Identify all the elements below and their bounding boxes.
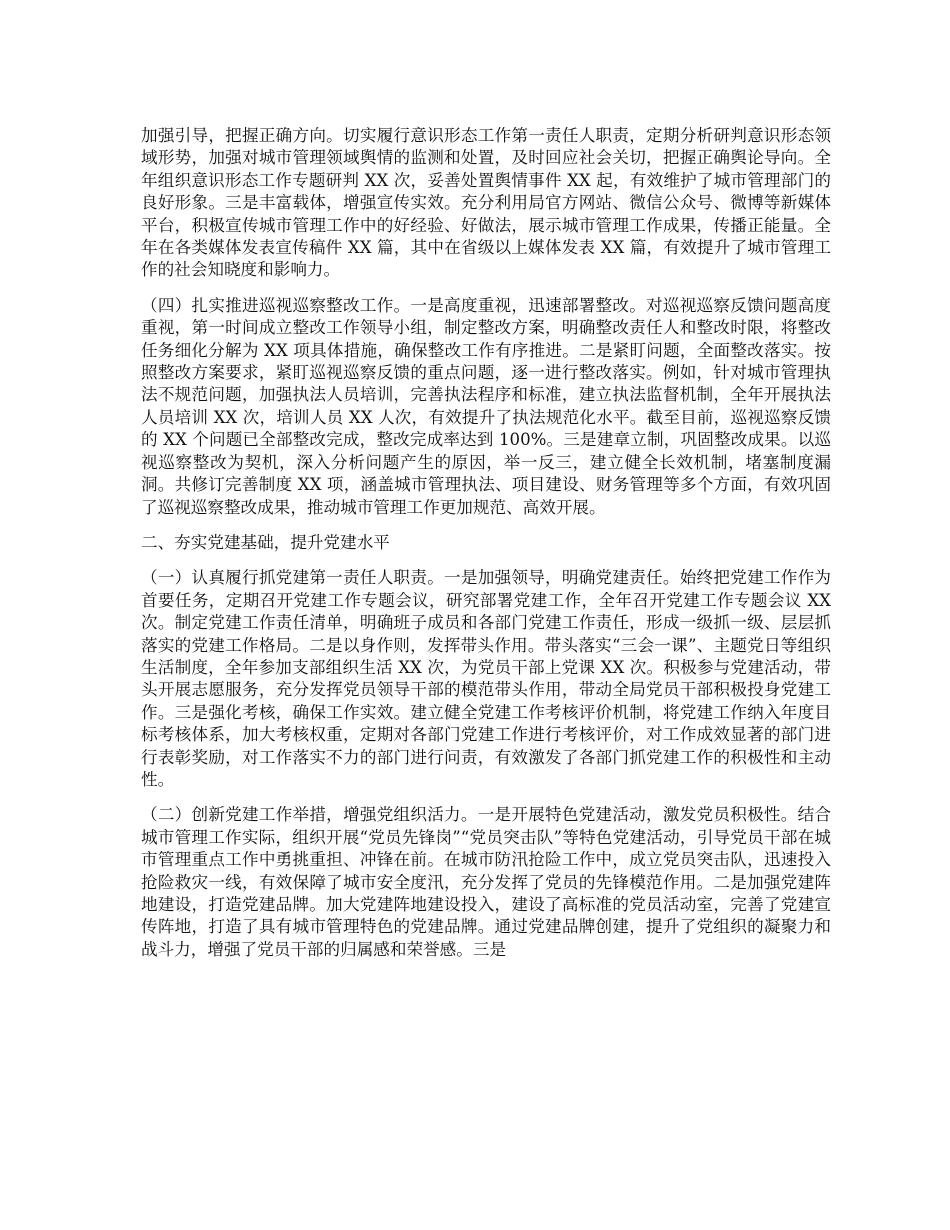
document-page — [141, 125, 831, 974]
section-heading-party-building: 二、夯实党建基础，提升党建水平 — [141, 532, 390, 552]
paragraph-inspection-rectification: （四）扎实推进巡视巡察整改工作。一是高度重视，迅速部署整改。对巡视巡察反馈问题高度重视，第一时间成立整改工作领导小组，制定整改方案，明确整改责任人和整改时限，将整改任务细化分解为 XX 项具体措施，确保整改工作有序推进。二是紧盯问题，全面整改落实。按照整改方案要求，紧盯巡视巡察反馈的重点问题，逐一进行整改落实。例如，针对城市管理执法不规范问题，加强执法人员培训，完善执法程序和标准，建立执法监督机制，全年开展执法人员培训 XX 次，培训人员 XX 人次，有效提升了执法规范化水平。截至目前，巡视巡察反馈的 XX 个问题已全部整改完成，整改完成率达到 100%。三是建章立制，巩固整改成果。以巡视巡察整改为契机，深入分析问题产生的原因，举一反三，建立健全长效机制，堵塞制度漏洞。共修订完善制度 XX 项，涵盖城市管理执法、项目建设、财务管理等多个方面，有效巩固了巡视巡察整改成果，推动城市管理工作更加规范、高效开展。 — [141, 295, 831, 517]
paragraph-party-responsibility: （一）认真履行抓党建第一责任人职责。一是加强领导，明确党建责任。始终把党建工作作为首要任务，定期召开党建工作专题会议，研究部署党建工作，全年召开党建工作专题会议 XX 次。制定党建工作责任清单，明确班子成员和各部门党建工作责任，形成一级抓一级、层层抓落实的党建工作格局。二是以身作则，发挥带头作用。带头落实“三会一课”、主题党日等组织生活制度，全年参加支部组织生活 XX 次，为党员干部上党课 XX 次。积极参与党建活动，带头开展志愿服务，充分发挥党员领导干部的模范带头作用，带动全局党员干部积极投身党建工作。三是强化考核，确保工作实效。建立健全党建工作考核评价机制，将党建工作纳入年度目标考核体系，加大考核权重，定期对各部门党建工作进行考核评价，对工作成效显著的部门进行表彰奖励，对工作落实不力的部门进行问责，有效激发了各部门抓党建工作的积极性和主动性。 — [141, 568, 831, 789]
paragraph-ideology-guidance: 加强引导，把握正确方向。切实履行意识形态工作第一责任人职责，定期分析研判意识形态领域形势，加强对城市管理领域舆情的监测和处置，及时回应社会关切，把握正确舆论导向。全年组织意识形态工作专题研判 XX 次，妥善处置舆情事件 XX 起，有效维护了城市管理部门的良好形象。三是丰富载体，增强宣传实效。充分利用局官方网站、微信公众号、微博等新媒体平台，积极宣传城市管理工作中的好经验、好做法，展示城市管理工作成果，传播正能量。全年在各类媒体发表宣传稿件 XX 篇，其中在省级以上媒体发表 XX 篇，有效提升了城市管理工作的社会知晓度和影响力。 — [141, 126, 831, 280]
paragraph-party-innovation: （二）创新党建工作举措，增强党组织活力。一是开展特色党建活动，激发党员积极性。结合城市管理工作实际，组织开展“党员先锋岗”“党员突击队”等特色党建活动，引导党员干部在城市管理重点工作中勇挑重担、冲锋在前。在城市防汛抢险工作中，成立党员突击队，迅速投入抢险救灾一线，有效保障了城市安全度汛，充分发挥了党员的先锋模范作用。二是加强党建阵地建设，打造党建品牌。加大党建阵地建设投入，建设了高标准的党员活动室，完善了党建宣传阵地，打造了具有城市管理特色的党建品牌。通过党建品牌创建，提升了党组织的凝聚力和战斗力，增强了党员干部的归属感和荣誉感。三是 — [141, 805, 831, 959]
